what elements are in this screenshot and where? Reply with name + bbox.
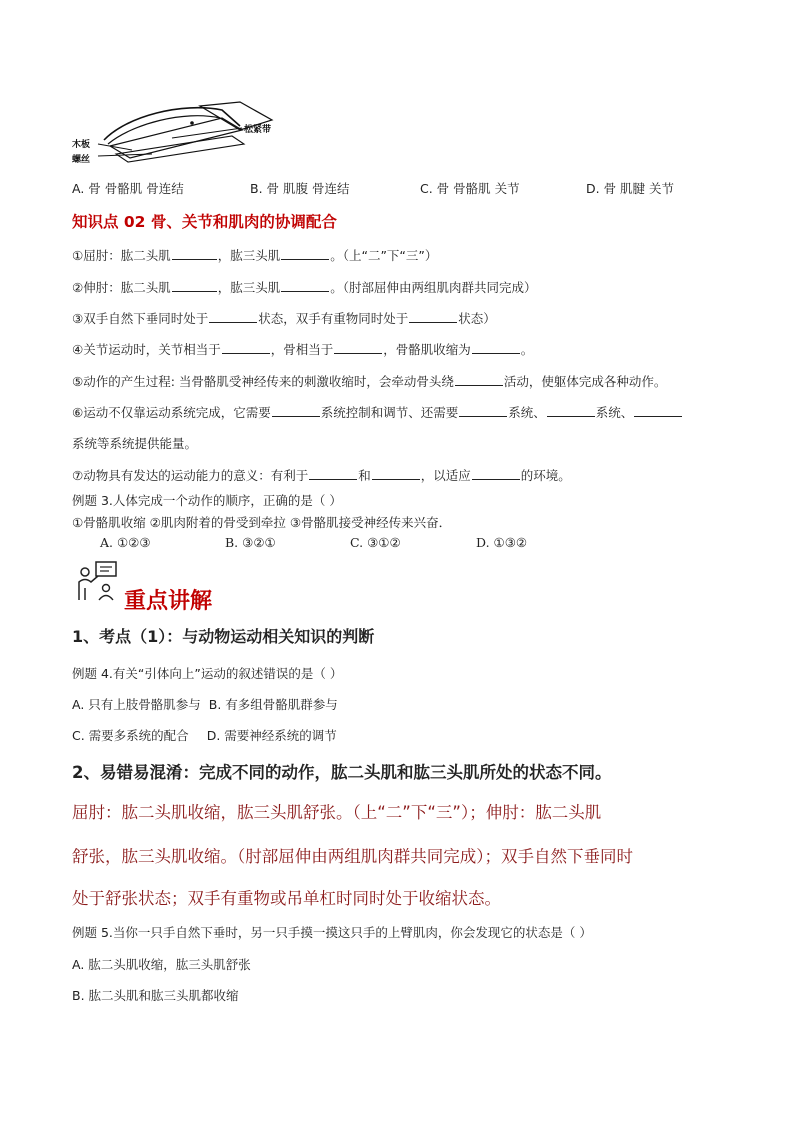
ex3-option-d: D. ①③②: [476, 535, 528, 550]
muscle-model-figure: [72, 96, 284, 168]
example-5-option-b: B. 肱二头肌和肱三头肌都收缩: [72, 988, 239, 1003]
item-3: ③双手自然下垂同时处于 状态，双手有重物同时处于 状态）: [72, 311, 496, 326]
option-b: B. 骨 肌腹 骨连结: [250, 181, 350, 196]
option-c: C. 骨 骨骼肌 关节: [420, 181, 520, 196]
ex4-option-d: D. 需要神经系统的调节: [206, 728, 337, 743]
example-5-stem: 例题 5.当你一只手自然下垂时，另一只手摸一摸这只手的上臂肌肉，你会发现它的状态是（ ）: [72, 925, 592, 940]
example-3-stem: 例题 3.人体完成一个动作的顺序，正确的是（ ）: [72, 493, 342, 508]
example-4-stem: 例题 4.有关“引体向上”运动的叙述错误的是（ ）: [72, 666, 343, 681]
point-2-heading: 2、易错易混淆：完成不同的动作，肱二头肌和肱三头肌所处的状态不同。: [72, 763, 612, 782]
ex4-option-c: C. 需要多系统的配合: [72, 728, 189, 743]
figure-label-board: 木板: [72, 140, 91, 150]
ex3-option-c: C. ③①②: [350, 535, 401, 550]
figure-screw-dot: [190, 121, 194, 125]
section-title: 知识点 02 骨、关节和肌肉的协调配合: [72, 213, 337, 231]
ex3-option-b: B. ③②①: [225, 535, 276, 550]
figure-label-screw: 螺丝: [72, 155, 91, 165]
ex4-option-a: A. 只有上肢骨骼肌参与: [72, 697, 201, 712]
item-4: ④关节运动时，关节相当于 ，骨相当于 ，骨骼肌收缩为 。: [72, 342, 534, 357]
item-7: ⑦动物具有发达的运动能力的意义：有利于 和 ，以适应 的环境。: [72, 468, 571, 483]
teacher-icon: [76, 560, 118, 604]
point-1-heading: 1、考点（1）：与动物运动相关知识的判断: [72, 627, 375, 646]
ex4-option-b: B. 有多组骨骼肌群参与: [208, 697, 338, 712]
explanation-line-2: 舒张，肱三头肌收缩。（肘部屈伸由两组肌肉群共同完成）；双手自然下垂同时: [72, 847, 633, 866]
item-1: ①屈肘：肱二头肌 ，肱三头肌 。（上“二”下“三”）: [72, 248, 438, 263]
focus-heading: 重点讲解: [124, 588, 213, 614]
explanation-line-1: 屈肘：肱二头肌收缩，肱三头肌舒张。（上“二”下“三”）；伸肘：肱二头肌: [72, 803, 602, 822]
explanation-line-3: 处于舒张状态；双手有重物或吊单杠时同时处于收缩状态。: [72, 889, 501, 908]
item-6-cont: 系统等系统提供能量。: [72, 436, 198, 451]
item-5: ⑤动作的产生过程: 当骨骼肌受神经传来的刺激收缩时，会牵动骨头绕 活动，使躯体完成各种动作。: [72, 374, 667, 389]
example-3-steps: ①骨骼肌收缩 ②肌肉附着的骨受到牵拉 ③骨骼肌接受神经传来兴奋．: [72, 515, 452, 530]
example-5-option-a: A. 肱二头肌收缩，肱三头肌舒张: [72, 957, 251, 972]
option-a: A. 骨 骨骼肌 骨连结: [72, 181, 184, 196]
example-4-row1: [72, 695, 338, 713]
example-4-row2: [72, 726, 337, 744]
item-6: ⑥运动不仅靠运动系统完成，它需要 系统控制和调节、还需要 系统、 系统、: [72, 403, 683, 421]
option-d: D. 骨 肌腱 关节: [586, 181, 675, 196]
figure-label-loose-band: 松紧带: [244, 125, 272, 135]
ex3-option-a: A. ①②③: [100, 535, 151, 550]
item-2: ②伸肘：肱二头肌 ，肱三头肌 。（肘部屈伸由两组肌肉群共同完成）: [72, 280, 537, 295]
